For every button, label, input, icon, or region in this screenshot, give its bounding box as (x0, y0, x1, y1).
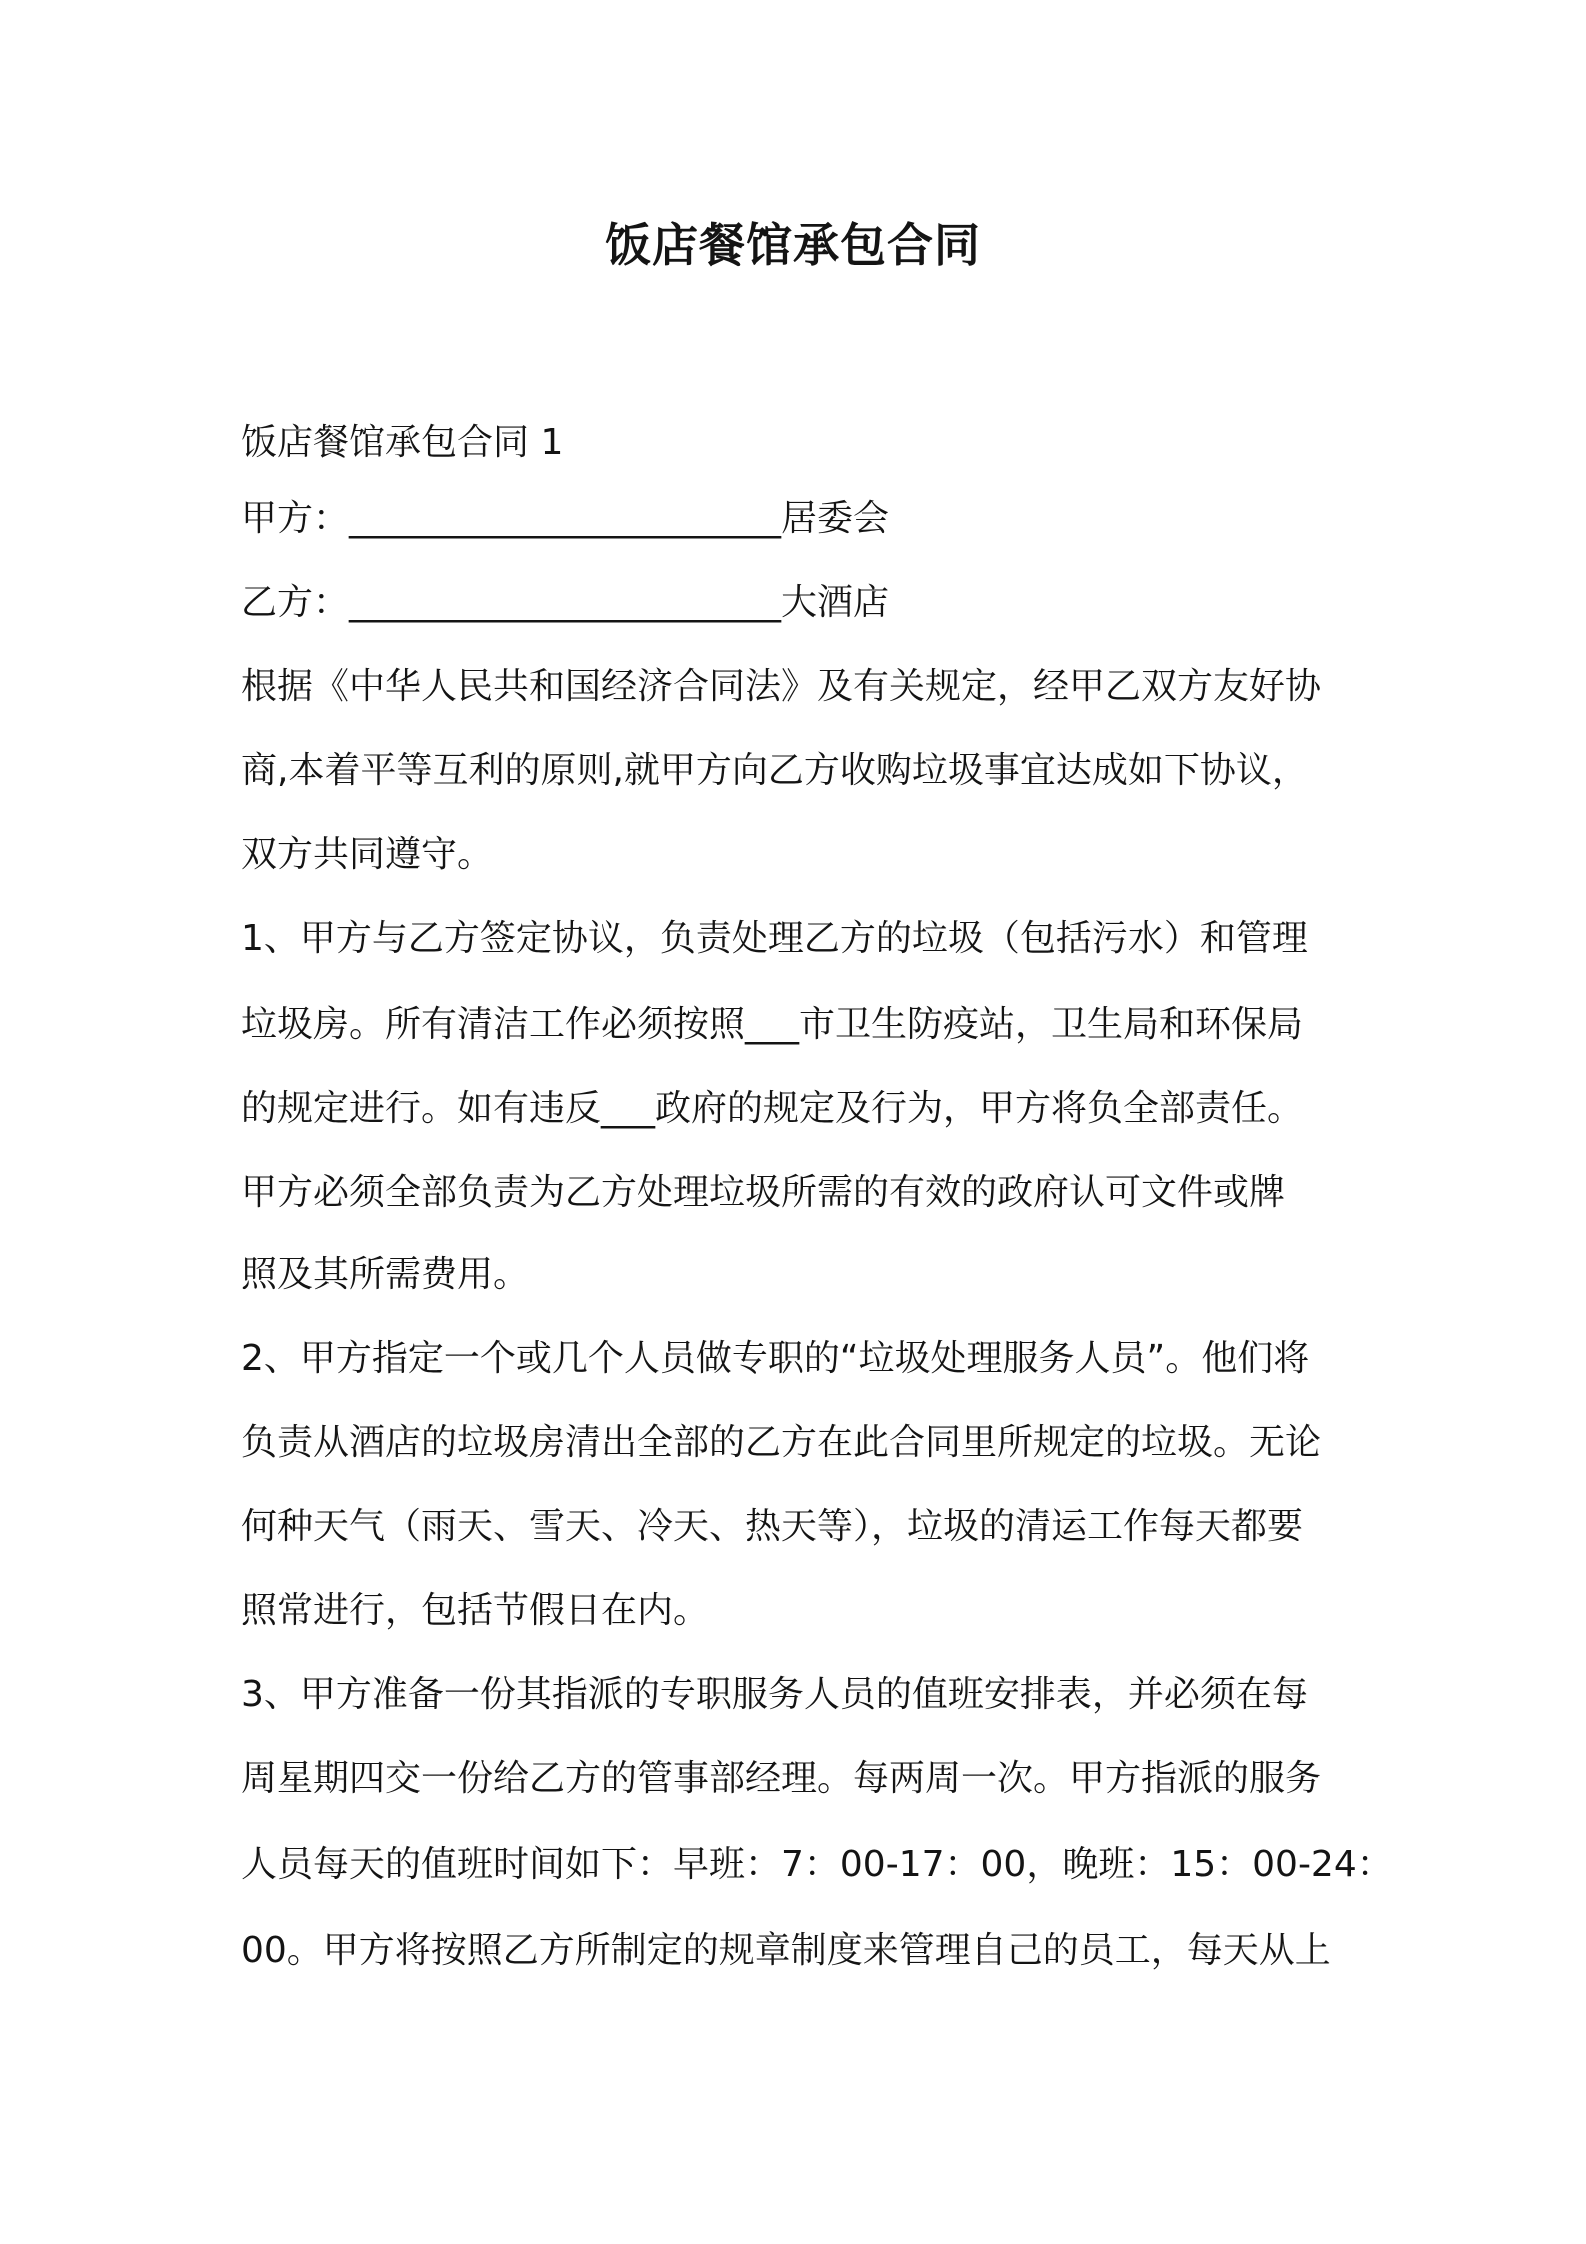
paragraph-line: 双方共同遵守。 (241, 834, 494, 875)
party-b-line: 乙方：________________________大酒店 (241, 582, 890, 623)
paragraph-line: 根据《中华人民共和国经济合同法》及有关规定，经甲乙双方友好协 (241, 666, 1322, 707)
paragraph-line: 的规定进行。如有违反___政府的规定及行为，甲方将负全部责任。 (241, 1088, 1304, 1129)
paragraph-line: 负责从酒店的垃圾房清出全部的乙方在此合同里所规定的垃圾。无论 (241, 1422, 1322, 1463)
paragraph-line: 2、甲方指定一个或几个人员做专职的“垃圾处理服务人员”。他们将 (241, 1338, 1310, 1379)
paragraph-line: 甲方必须全部负责为乙方处理垃圾所需的有效的政府认可文件或牌 (241, 1172, 1286, 1213)
paragraph-line: 周星期四交一份给乙方的管事部经理。每两周一次。甲方指派的服务 (241, 1758, 1322, 1799)
paragraph-line: 何种天气（雨天、雪天、冷天、热天等），垃圾的清运工作每天都要 (241, 1506, 1304, 1547)
paragraph-line: 人员每天的值班时间如下：早班：7：00-17：00，晚班：15：00-24： (241, 1844, 1393, 1885)
paragraph-line: 垃圾房。所有清洁工作必须按照___市卫生防疫站，卫生局和环保局 (241, 1004, 1304, 1045)
paragraph-line: 00。甲方将按照乙方所制定的规章制度来管理自己的员工，每天从上 (241, 1930, 1331, 1971)
paragraph-line: 商,本着平等互利的原则,就甲方向乙方收购垃圾事宜达成如下协议， (241, 750, 1308, 791)
document-title: 饭店餐馆承包合同 (605, 218, 981, 272)
contract-subtitle: 饭店餐馆承包合同 1 (241, 422, 564, 463)
paragraph-line: 3、甲方准备一份其指派的专职服务人员的值班安排表，并必须在每 (241, 1674, 1308, 1715)
paragraph-line: 照常进行，包括节假日在内。 (241, 1590, 710, 1631)
party-a-line: 甲方：________________________居委会 (241, 498, 890, 539)
paragraph-line: 照及其所需费用。 (241, 1254, 530, 1295)
paragraph-line: 1、甲方与乙方签定协议，负责处理乙方的垃圾（包括污水）和管理 (241, 918, 1308, 959)
